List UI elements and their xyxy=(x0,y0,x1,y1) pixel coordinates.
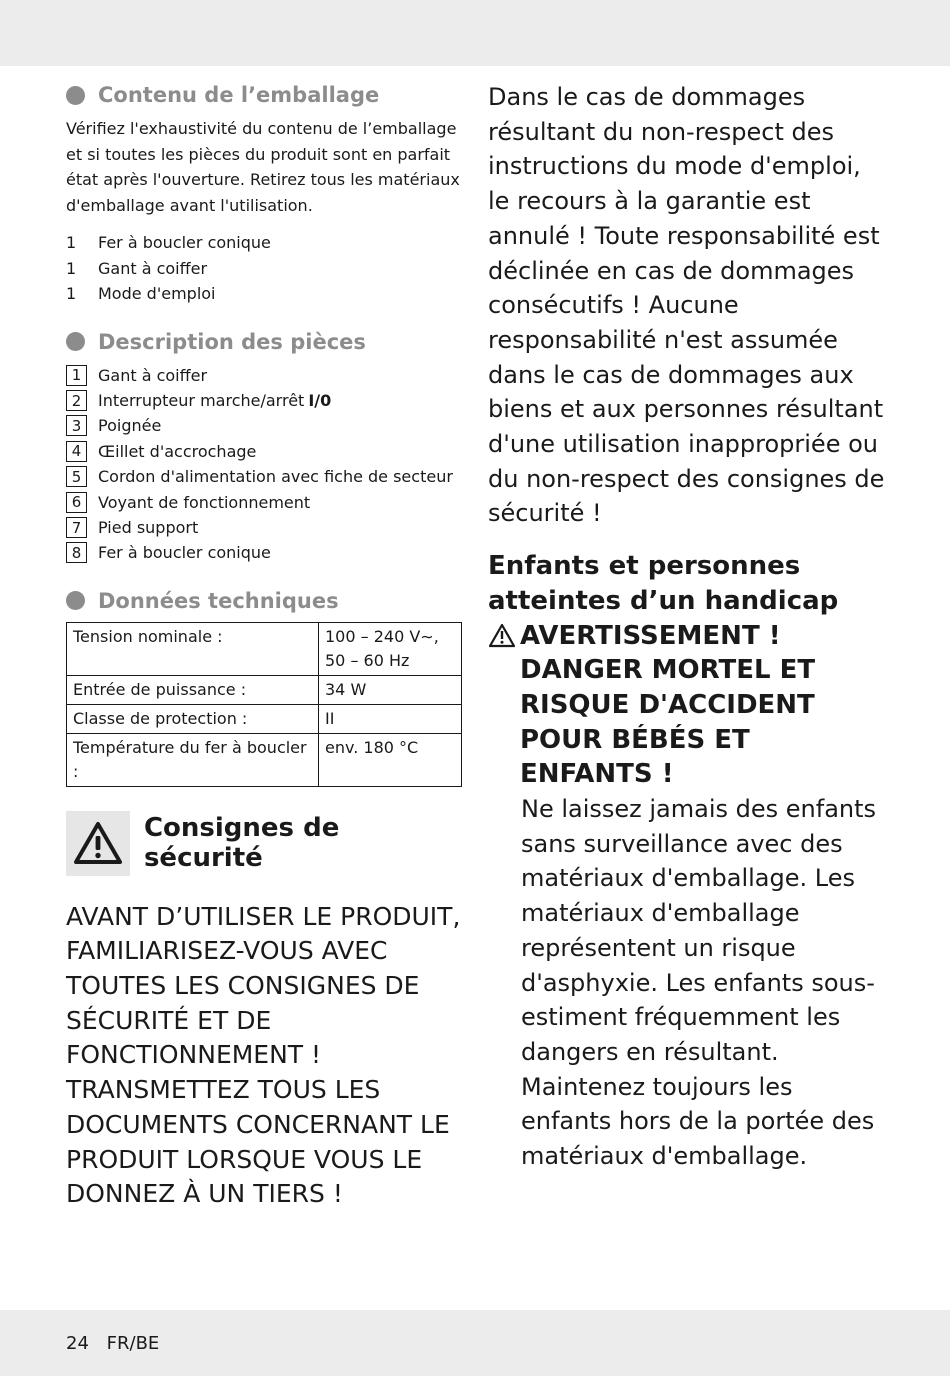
table-row xyxy=(67,675,462,704)
children-heading: Enfants et personnes atteintes d’un handicap xyxy=(488,551,839,616)
item-qty: 1 xyxy=(66,284,77,304)
parts-list xyxy=(66,363,462,566)
tech-title: Données techniques xyxy=(98,588,339,613)
part-label: Gant à coiffer xyxy=(98,365,208,385)
warning-triangle-icon xyxy=(73,821,123,865)
part-number: 2 xyxy=(66,390,87,411)
switch-symbol: I/0 xyxy=(308,391,332,411)
safety-heading xyxy=(66,811,462,876)
part-label: Fer à boucler conique xyxy=(98,543,271,563)
list-item xyxy=(66,413,462,438)
list-item xyxy=(66,363,462,388)
list-item xyxy=(66,281,462,307)
damage-paragraph: Dans le cas de dommages résultant du non-respect des instructions du mode d'emploi, le recours à la garantie est annulé ! Toute responsabilité est déclinée en cas de dommages consécutifs ! Aucune responsabilité n'est assumée dans le cas de dommages aux biens et aux personnes résultant d'une utilisation inappropriée ou du non-respect des consignes de sécurité ! xyxy=(488,83,885,528)
part-number: 6 xyxy=(66,492,87,513)
table-cell-value: env. 180 °C xyxy=(319,733,462,786)
table-row xyxy=(67,733,462,786)
item-label: Gant à coiffer xyxy=(98,258,208,278)
tech-table xyxy=(66,622,462,787)
part-number: 5 xyxy=(66,466,87,487)
item-label: Fer à boucler conique xyxy=(98,233,271,253)
table-cell-key: Tension nominale : xyxy=(67,622,319,675)
table-cell-value: 100 – 240 V∼, 50 – 60 Hz xyxy=(319,622,462,675)
packaging-text: Vérifiez l'exhaustivité du contenu de l’emballage et si toutes les pièces du produit sont en parfait état après l'ouverture. Retirez tous les matériaux d'emballage avant l'utilisation. xyxy=(66,119,460,215)
table-cell-value: 34 W xyxy=(319,675,462,704)
language-code: FR/BE xyxy=(106,1333,160,1354)
part-label: Poignée xyxy=(98,416,162,436)
item-qty: 1 xyxy=(66,258,77,278)
table-cell-key: Entrée de puissance : xyxy=(67,675,319,704)
list-item xyxy=(66,515,462,540)
safety-caps-text: AVANT D’UTILISER LE PRODUIT, FAMILIARISEZ-VOUS AVEC TOUTES LES CONSIGNES DE SÉCURITÉ ET DE FONCTIONNEMENT ! TRANSMETTEZ TOUS LES DOCUMENTS CONCERNANT LE PRODUIT LORSQUE VOUS LE DONNEZ À UN TIERS ! xyxy=(66,901,461,1209)
list-item xyxy=(66,489,462,514)
page-footer xyxy=(66,1333,171,1354)
packaging-list xyxy=(66,230,462,307)
warning-heading xyxy=(488,619,888,793)
warning-triangle-icon xyxy=(488,619,520,793)
list-item xyxy=(66,256,462,282)
part-number: 3 xyxy=(66,415,87,436)
bullet-icon xyxy=(66,332,85,351)
list-item xyxy=(66,439,462,464)
part-label: Interrupteur marche/arrêt xyxy=(98,391,305,411)
packaging-heading xyxy=(66,80,462,110)
bullet-icon xyxy=(66,591,85,610)
table-row xyxy=(67,622,462,675)
tech-heading xyxy=(66,586,462,616)
list-item xyxy=(66,464,462,489)
top-band xyxy=(0,0,950,66)
part-label: Œillet d'accrochage xyxy=(98,441,257,461)
item-label: Mode d'emploi xyxy=(98,284,216,304)
part-number: 7 xyxy=(66,517,87,538)
part-label: Voyant de fonctionnement xyxy=(98,492,311,512)
page-number: 24 xyxy=(66,1333,89,1354)
packaging-title: Contenu de l’emballage xyxy=(98,83,380,107)
warning-body: Ne laissez jamais des enfants sans surveillance avec des matériaux d'emballage. Les matériaux d'emballage représentent un risque d'asphyxie. Les enfants sous-estiment fréquemment les dangers en résultant. Maintenez toujours les enfants hors de la portée des matériaux d'emballage. xyxy=(521,795,877,1171)
part-number: 4 xyxy=(66,441,87,462)
warning-title: AVERTISSEMENT ! DANGER MORTEL ET RISQUE D'ACCIDENT POUR BÉBÉS ET ENFANTS ! xyxy=(520,620,816,790)
list-item xyxy=(66,230,462,256)
table-cell-value: II xyxy=(319,704,462,733)
part-number: 1 xyxy=(66,365,87,386)
table-cell-key: Température du fer à boucler : xyxy=(67,733,319,786)
left-column xyxy=(66,80,462,1212)
table-row xyxy=(67,704,462,733)
right-column xyxy=(488,80,888,1174)
warning-icon-box xyxy=(66,811,130,876)
bullet-icon xyxy=(66,86,85,105)
parts-title: Description des pièces xyxy=(98,329,366,354)
table-cell-key: Classe de protection : xyxy=(67,704,319,733)
item-qty: 1 xyxy=(66,233,77,253)
part-number: 8 xyxy=(66,542,87,563)
safety-title: Consignes de sécurité xyxy=(143,813,340,874)
list-item xyxy=(66,388,462,413)
parts-heading xyxy=(66,327,462,357)
part-label: Cordon d'alimentation avec fiche de secteur xyxy=(98,467,453,487)
part-label: Pied support xyxy=(98,518,199,538)
list-item xyxy=(66,540,462,565)
